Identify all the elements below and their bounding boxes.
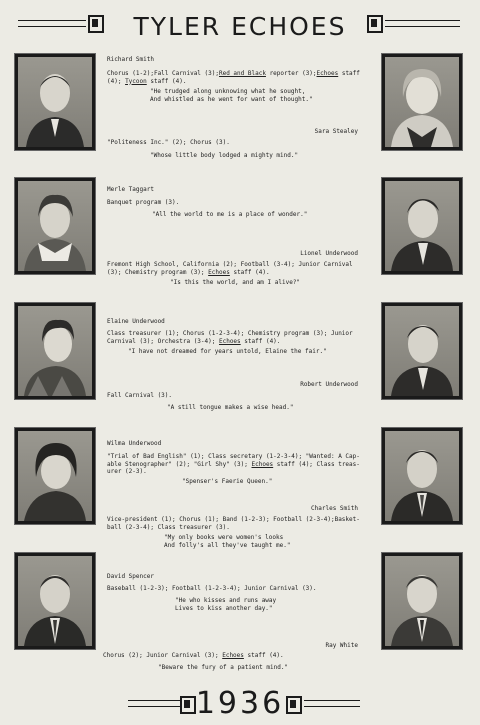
entry-quote: "He trudged along unknowing what he sought, And whistled as he went for want of thought." [150, 88, 313, 103]
entry-name: Wilma Underwood [107, 440, 162, 447]
entry-name: Lionel Underwood [300, 250, 358, 257]
entry-name: Elaine Underwood [107, 318, 165, 325]
footer-rule [304, 706, 360, 707]
entry-quote: "Is this the world, and am I alive?" [170, 279, 301, 286]
entry-activities: Baseball (1-2-3); Football (1-2-3-4); Junior Carnival (3). [107, 585, 317, 592]
yearbook-year: 1936 [195, 686, 285, 721]
header-ornament [367, 15, 383, 33]
entry-quote: "My only books were women's looks And folly's all they've taught me." [164, 534, 291, 549]
entry-name: Charles Smith [311, 505, 358, 512]
portrait-photo [382, 54, 462, 150]
entry-name: David Spencer [107, 573, 154, 580]
entry-activities: Class treasurer (1); Chorus (1-2-3-4); Chemistry program (3); Junior Carnival (3); Orchestra (3-4); Echoes staff (4). [107, 330, 353, 345]
entry-activities: Chorus (2); Junior Carnival (3); Echoes staff (4). [103, 652, 284, 659]
header-rule [385, 20, 460, 21]
entry-activities: Banquet program (3). [107, 199, 180, 206]
entry-activities: Chorus (1-2);Fall Carnival (3);Red and Black reporter (3);Echoes staff (4); Tycoon staff (4). [107, 70, 360, 85]
entry-quote: "He who kisses and runs away Lives to kiss another day." [175, 597, 277, 612]
portrait-photo [15, 553, 95, 649]
entry-activities: Fall Carnival (3). [107, 392, 173, 399]
portrait-photo [15, 303, 95, 399]
portrait-photo [382, 178, 462, 274]
entry-quote: "A still tongue makes a wise head." [167, 404, 294, 411]
entry-quote: "All the world to me is a place of wonder." [152, 211, 308, 218]
footer-rule [304, 700, 360, 701]
portrait-photo [15, 428, 95, 524]
portrait-photo [15, 178, 95, 274]
entry-activities: Vice-president (1); Chorus (1); Band (1-2-3); Football (2-3-4);Basket- ball (2-3-4); Class treasurer (3). [107, 516, 360, 531]
entry-activities: Fremont High School, California (2); Football (3-4); Junior Carnival (3); Chemistry program (3); Echoes staff (4). [107, 261, 353, 276]
portrait-photo [382, 303, 462, 399]
page-footer [0, 688, 480, 725]
footer-ornament [286, 696, 302, 714]
header-rule [385, 26, 460, 27]
page-header [0, 8, 480, 44]
page-title: TYLER ECHOES [133, 12, 347, 41]
entry-quote: "I have not dreamed for years untold, Elaine the fair." [128, 348, 327, 355]
entry-name: Ray White [325, 642, 358, 649]
entry-quote: "Spenser's Faerie Queen." [182, 478, 273, 485]
entry-name: Merle Taggart [107, 186, 154, 193]
entry-name: Richard Smith [107, 56, 154, 63]
portrait-photo [382, 553, 462, 649]
entry-quote: "Beware the fury of a patient mind." [158, 664, 289, 671]
entry-name: Sara Stealey [314, 128, 358, 135]
entry-activities: "Trial of Bad English" (1); Class secretary (1-2-3-4); "Wanted: A Cap- able Stenographer" (2); "Girl Shy" (3); Echoes staff (4); Class treas- urer (2-3). [107, 453, 360, 475]
entry-name: Robert Underwood [300, 381, 358, 388]
entry-activities: "Politeness Inc." (2); Chorus (3). [107, 139, 230, 146]
entry-quote: "Whose little body lodged a mighty mind." [150, 152, 299, 159]
portrait-photo [15, 54, 95, 150]
portrait-photo [382, 428, 462, 524]
